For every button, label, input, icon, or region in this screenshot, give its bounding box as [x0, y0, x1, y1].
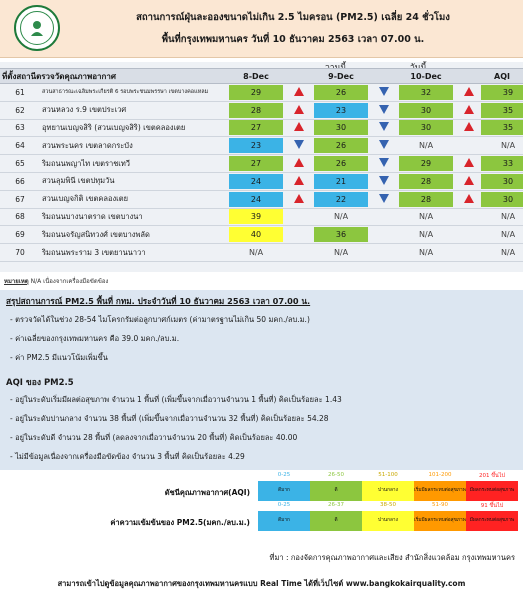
col-d2-header: 9-Dec [311, 69, 371, 84]
trend-d1 [286, 244, 311, 262]
pm25-value-d1 [226, 244, 286, 262]
aqi-scale-segment: เริ่มมีผลกระทบต่อสุขภาพ [414, 481, 466, 501]
pm25-value-d1 [226, 190, 286, 208]
aqi-cell: 39 [481, 85, 523, 100]
pm-scale-segment: มีผลกระทบต่อสุขภาพ [466, 511, 518, 531]
pm25-cell: N/A [418, 230, 434, 240]
pm-scale-label: ค่าความเข้มข้นของ PM2.5(มคก./ลบ.ม.) [110, 518, 250, 527]
trend-d3 [456, 244, 481, 262]
arrow-down-icon [379, 87, 389, 96]
pm25-value-d3 [396, 119, 456, 137]
pm25-cell: 28 [229, 103, 283, 118]
aqi-line-no-data: - ไม่มีข้อมูลเนื่องจากเครื่องมือขัดข้อง จำนวน 3 พื้นที่ คิดเป็นร้อยละ 4.29 [10, 452, 245, 461]
arrow-down-icon [379, 122, 389, 131]
pm25-value-d1 [226, 137, 286, 155]
pm-scale-tick: 38-50 [380, 502, 396, 508]
aqi-value [481, 155, 523, 173]
table-note [4, 276, 108, 286]
arrow-up-icon [294, 158, 304, 167]
station-name: สวนหลวง ร.9 เขตประเวศ [40, 101, 226, 119]
summary-title: สรุปสถานการณ์ PM2.5 พื้นที่ กทม. ประจำวันที่ 10 ธันวาคม 2563 เวลา 07.00 น. [6, 296, 311, 306]
pm-scale-segment: ปานกลาง [362, 511, 414, 531]
station-table [0, 68, 523, 262]
pm25-value-d2 [311, 155, 371, 173]
pm25-cell: N/A [418, 212, 434, 222]
aqi-scale-tick: 201 ขึ้นไป [478, 473, 506, 479]
pm25-cell: N/A [418, 141, 434, 151]
pm25-cell: 26 [314, 138, 368, 153]
trend-d2 [371, 190, 396, 208]
pm25-cell: 27 [229, 120, 283, 135]
arrow-down-icon [379, 194, 389, 203]
station-name: สวนเบญจกิติ เขตคลองเตย [40, 190, 226, 208]
station-number: 61 [0, 84, 40, 102]
pm25-cell: 39 [229, 209, 283, 224]
station-name: ริมถนนพระราม 3 เขตยานนาวา [40, 244, 226, 262]
bma-logo [14, 5, 60, 51]
pm25-cell: 24 [229, 174, 283, 189]
col-d1-header: 8-Dec [226, 69, 286, 84]
trend-d1 [286, 101, 311, 119]
pm25-value-d1 [226, 155, 286, 173]
pm25-cell: N/A [418, 248, 434, 258]
aqi-scale-label: ดัชนีคุณภาพอากาศ(AQI) [164, 488, 250, 497]
table-row [0, 137, 523, 155]
trend-d3 [456, 172, 481, 190]
table-row [0, 208, 523, 226]
station-number: 70 [0, 244, 40, 262]
col-d3-header: 10-Dec [396, 69, 456, 84]
pm-scale-tick: 51-90 [432, 502, 448, 508]
pm25-cell: N/A [333, 248, 349, 258]
report-subtitle: พื้นที่กรุงเทพมหานคร วันที่ 10 ธันวาคม 2563 เวลา 07.00 น. [161, 34, 425, 45]
pm25-value-d3 [396, 84, 456, 102]
pm25-cell: 36 [314, 227, 368, 242]
pm-scale-segment: เริ่มมีผลกระทบต่อสุขภาพ [414, 511, 466, 531]
table-row [0, 244, 523, 262]
station-number: 67 [0, 190, 40, 208]
station-name: สวนพระนคร เขตลาดกระบัง [40, 137, 226, 155]
trend-d2 [371, 84, 396, 102]
station-name: อุทยานเบญจสิริ (สวนเบญจสิริ) เขตคลองเตย [40, 119, 226, 137]
aqi-cell: 35 [481, 120, 523, 135]
pm25-value-d2 [311, 244, 371, 262]
trend-d1 [286, 137, 311, 155]
pm25-cell: 28 [399, 174, 453, 189]
col-aqi-header: AQI [481, 69, 523, 84]
station-name: สวนสาธารณะเฉลิมพระเกียรติ 6 รอบพระชนมพรรษา เขตบางคอแหลม [40, 84, 226, 102]
report-header [0, 0, 523, 58]
table-row [0, 84, 523, 102]
pm-scale-tick: 26-37 [328, 502, 344, 508]
station-number: 63 [0, 119, 40, 137]
arrow-up-icon [464, 176, 474, 185]
aqi-scale-tick: 51-100 [378, 472, 398, 478]
station-number: 68 [0, 208, 40, 226]
pm25-value-d1 [226, 208, 286, 226]
pm25-value-d2 [311, 190, 371, 208]
table-row [0, 172, 523, 190]
table-row [0, 226, 523, 244]
aqi-cell: N/A [500, 248, 516, 258]
aqi-value [481, 101, 523, 119]
trend-d3 [456, 119, 481, 137]
station-number: 64 [0, 137, 40, 155]
aqi-value [481, 84, 523, 102]
pm25-cell: 23 [314, 103, 368, 118]
trend-d2 [371, 208, 396, 226]
pm25-cell: 30 [399, 103, 453, 118]
arrow-down-icon [294, 140, 304, 149]
arrow-up-icon [294, 176, 304, 185]
trend-d2 [371, 101, 396, 119]
pm-scale-tick: 91 ขึ้นไป [480, 503, 504, 509]
trend-d3 [456, 84, 481, 102]
pm25-cell: 21 [314, 174, 368, 189]
pm25-value-d3 [396, 208, 456, 226]
note-text: N/A เนื่องจากเครื่องมือขัดข้อง [30, 278, 109, 285]
arrow-up-icon [294, 87, 304, 96]
aqi-scale-segment: ดี [310, 481, 362, 501]
station-name: ริมถนนจรัญสนิทวงศ์ เขตบางพลัด [40, 226, 226, 244]
station-number: 62 [0, 101, 40, 119]
trend-d2 [371, 119, 396, 137]
station-name: ริมถนนพญาไท เขตราชเทวี [40, 155, 226, 173]
pm25-value-d3 [396, 155, 456, 173]
pm25-value-d2 [311, 172, 371, 190]
aqi-value [481, 208, 523, 226]
aqi-line-unhealthy-start: - อยู่ในระดับเริ่มมีผลต่อสุขภาพ จำนวน 1 พื้นที่ (เพิ่มขึ้นจากเมื่อวานจำนวน 1 พื้นที่) คิดเป็นร้อยละ 1.43 [10, 395, 342, 404]
station-number: 65 [0, 155, 40, 173]
pm25-cell: N/A [248, 248, 264, 258]
pm-scale-tick: 0-25 [277, 502, 291, 508]
aqi-cell: N/A [500, 230, 516, 240]
aqi-scale-tick: 26-50 [328, 472, 344, 478]
table-header-row [0, 69, 523, 84]
pm25-cell: 22 [314, 192, 368, 207]
pm25-value-d1 [226, 119, 286, 137]
arrow-up-icon [294, 122, 304, 131]
arrow-down-icon [379, 176, 389, 185]
arrow-down-icon [379, 105, 389, 114]
arrow-up-icon [464, 158, 474, 167]
trend-d1 [286, 172, 311, 190]
pm25-value-d1 [226, 226, 286, 244]
pm25-value-d3 [396, 244, 456, 262]
pm25-value-d3 [396, 137, 456, 155]
footer-website: สามารถเข้าไปดูข้อมูลคุณภาพอากาศของกรุงเทพมหานครแบบ Real Time ได้ที่เว็ปไซต์ www.bangkokairquality.com [57, 579, 466, 588]
pm25-value-d1 [226, 84, 286, 102]
summary-line-average: - ค่าเฉลี่ยของกรุงเทพมหานคร คือ 39.0 มคก./ลบ.ม. [10, 334, 180, 343]
aqi-cell: 35 [481, 103, 523, 118]
pm25-cell: 40 [229, 227, 283, 242]
aqi-value [481, 172, 523, 190]
trend-d1 [286, 226, 311, 244]
table-row [0, 119, 523, 137]
pm25-cell: N/A [333, 212, 349, 222]
aqi-cell: N/A [500, 212, 516, 222]
aqi-cell: 30 [481, 192, 523, 207]
arrow-up-icon [464, 87, 474, 96]
pm25-value-d2 [311, 101, 371, 119]
aqi-line-good: - อยู่ในระดับดี จำนวน 28 พื้นที่ (ลดลงจากเมื่อวานจำนวน 20 พื้นที่) คิดเป็นร้อยละ 40.00 [10, 433, 298, 442]
aqi-scale-tick: 0-25 [277, 472, 291, 478]
pm25-value-d3 [396, 101, 456, 119]
trend-d1 [286, 208, 311, 226]
col-station-header: ที่ตั้งสถานีตรวจวัดคุณภาพอากาศ [0, 69, 226, 84]
pm25-value-d1 [226, 101, 286, 119]
trend-d2 [371, 226, 396, 244]
pm25-cell: 26 [314, 156, 368, 171]
pm25-value-d2 [311, 119, 371, 137]
aqi-line-moderate: - อยู่ในระดับปานกลาง จำนวน 38 พื้นที่ (เพิ่มขึ้นจากเมื่อวานจำนวน 32 พื้นที่) คิดเป็นร้อยละ 54.28 [10, 414, 329, 423]
trend-d2 [371, 244, 396, 262]
trend-d2 [371, 172, 396, 190]
aqi-value [481, 244, 523, 262]
trend-d3 [456, 137, 481, 155]
pm25-value-d1 [226, 172, 286, 190]
trend-d3 [456, 101, 481, 119]
pm25-cell: 27 [229, 156, 283, 171]
aqi-cell: N/A [500, 141, 516, 151]
arrow-up-icon [464, 122, 474, 131]
trend-d2 [371, 137, 396, 155]
aqi-value [481, 119, 523, 137]
pm25-cell: 30 [399, 120, 453, 135]
aqi-scale-tick: 101-200 [428, 472, 452, 478]
pm25-cell: 23 [229, 138, 283, 153]
station-name: สวนลุมพินี เขตปทุมวัน [40, 172, 226, 190]
table-row [0, 190, 523, 208]
arrow-up-icon [294, 105, 304, 114]
station-name: ริมถนนบางนาตราด เขตบางนา [40, 208, 226, 226]
trend-d3 [456, 226, 481, 244]
arrow-down-icon [379, 140, 389, 149]
aqi-cell: 33 [481, 156, 523, 171]
note-label: หมายเหตุ [4, 278, 29, 285]
pm25-value-d3 [396, 172, 456, 190]
aqi-scale-segment: ปานกลาง [362, 481, 414, 501]
pm25-cell: 32 [399, 85, 453, 100]
trend-d3 [456, 155, 481, 173]
aqi-value [481, 137, 523, 155]
report-title: สถานการณ์ฝุ่นละอองขนาดไม่เกิน 2.5 ไมครอน (PM2.5) เฉลี่ย 24 ชั่วโมง [136, 12, 450, 23]
summary-line-range: - ตรวจวัดได้ในช่วง 28-54 ไมโครกรัมต่อลูกบาศก์เมตร (ค่ามาตรฐานไม่เกิน 50 มคก./ลบ.ม.) [10, 315, 310, 324]
trend-d1 [286, 190, 311, 208]
trend-d3 [456, 190, 481, 208]
pm25-cell: 24 [229, 192, 283, 207]
station-number: 69 [0, 226, 40, 244]
trend-d1 [286, 155, 311, 173]
pm25-value-d3 [396, 226, 456, 244]
pm25-value-d2 [311, 137, 371, 155]
pm25-cell: 29 [399, 156, 453, 171]
aqi-value [481, 190, 523, 208]
aqi-value [481, 226, 523, 244]
summary-line-trend: - ค่า PM2.5 มีแนวโน้มเพิ่มขึ้น [10, 353, 108, 362]
station-number: 66 [0, 172, 40, 190]
data-source: ที่มา : กองจัดการคุณภาพอากาศและเสียง สำนักสิ่งแวดล้อม กรุงเทพมหานคร [269, 553, 515, 562]
table-row [0, 155, 523, 173]
pm25-value-d2 [311, 84, 371, 102]
arrow-up-icon [464, 105, 474, 114]
bma-seal-icon [20, 11, 54, 45]
aqi-cell: 30 [481, 174, 523, 189]
trend-d1 [286, 119, 311, 137]
arrow-up-icon [294, 194, 304, 203]
trend-d1 [286, 84, 311, 102]
aqi-title: AQI ของ PM2.5 [6, 378, 74, 388]
pm-scale-segment: ดีมาก [258, 511, 310, 531]
pm25-value-d2 [311, 208, 371, 226]
trend-d3 [456, 208, 481, 226]
pm25-cell: 26 [314, 85, 368, 100]
arrow-up-icon [464, 194, 474, 203]
pm25-cell: 29 [229, 85, 283, 100]
pm25-value-d2 [311, 226, 371, 244]
aqi-scale-segment: ดีมาก [258, 481, 310, 501]
aqi-scale-segment: มีผลกระทบต่อสุขภาพ [466, 481, 518, 501]
pm-scale-segment: ดี [310, 511, 362, 531]
arrow-down-icon [379, 158, 389, 167]
trend-d2 [371, 155, 396, 173]
pm25-value-d3 [396, 190, 456, 208]
pm25-cell: 28 [399, 192, 453, 207]
table-row [0, 101, 523, 119]
pm25-cell: 30 [314, 120, 368, 135]
